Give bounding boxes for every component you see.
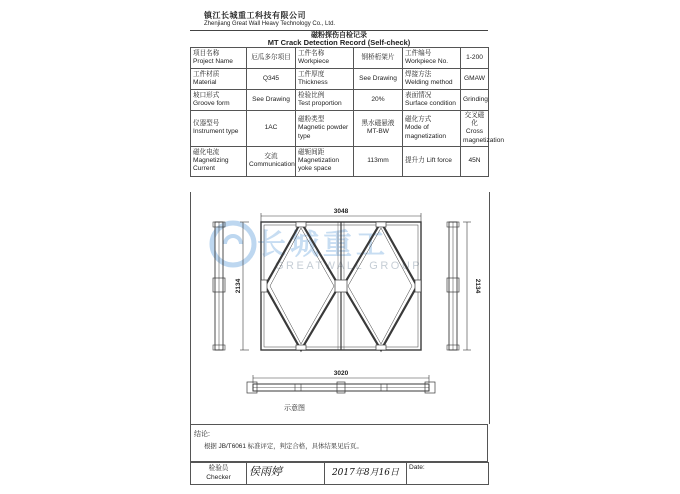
side-view-left: [213, 222, 225, 350]
date-written: 2017年8月16日: [331, 467, 400, 478]
conclusion-text: 根据 JB/T6061 标准评定，判定合格，具体结果见后页。: [204, 443, 363, 450]
field-label: 磁化电流: [193, 149, 220, 156]
field-label: Test proportion: [298, 100, 342, 107]
info-label-cell: [191, 69, 247, 90]
plan-view: [247, 382, 435, 393]
info-value-cell: [354, 146, 403, 176]
date-label-cell: [407, 463, 489, 485]
field-value: See Drawing: [252, 95, 290, 103]
company-name-cn: 镇江长城重工科技有限公司: [204, 11, 306, 20]
info-value-cell: [354, 111, 403, 147]
conclusion-box: [190, 424, 488, 462]
field-value: 113mm: [367, 157, 389, 165]
field-value: 20%: [371, 95, 385, 103]
date-label: Date:: [409, 464, 425, 471]
field-value: GMAW: [464, 74, 485, 82]
info-label-cell: [403, 111, 461, 147]
field-value: 1-200: [466, 53, 483, 61]
drawing-caption: 示意图: [284, 405, 305, 412]
company-header: [204, 11, 335, 29]
info-value-cell: [354, 69, 403, 90]
field-label: Thickness: [298, 79, 328, 86]
side-view-right: [447, 222, 459, 350]
info-value-cell: [247, 48, 296, 69]
info-value-cell: [461, 90, 489, 111]
info-table-row: [191, 146, 489, 176]
field-label: Magnetic powder type: [298, 124, 349, 140]
field-label: 焊接方法: [405, 70, 432, 78]
field-value: 1AC: [264, 124, 278, 132]
dimension-right: [463, 222, 471, 350]
field-value: Grinding: [463, 95, 488, 103]
info-label-cell: [191, 146, 247, 176]
field-value: Cross magnetization: [463, 128, 505, 144]
signature-cell: [247, 463, 325, 485]
info-label-cell: [191, 48, 247, 69]
dimension-top-label: 3048: [333, 208, 349, 215]
field-label: 工件厚度: [298, 70, 325, 78]
info-value-cell: [354, 90, 403, 111]
field-value: 厄瓜多尔项目: [251, 53, 291, 61]
checker-label-en: Checker: [206, 473, 231, 481]
field-label: 项目名称: [193, 49, 220, 57]
field-label: Surface condition: [405, 100, 456, 107]
field-value: Q345: [262, 74, 280, 82]
info-label-cell: [296, 90, 354, 111]
inspection-record-sheet: [183, 0, 505, 494]
field-label: Magnetizing Current: [193, 157, 229, 173]
schematic-drawing-area: [190, 192, 490, 424]
field-value: 钢桥桁架片: [361, 53, 395, 61]
info-table-row: [191, 90, 489, 111]
field-value: 交流: [264, 153, 278, 161]
info-label-cell: [191, 90, 247, 111]
field-label: Material: [193, 79, 217, 86]
field-label: Workpiece: [298, 58, 330, 65]
info-label-cell: [403, 146, 461, 176]
field-label: Welding method: [405, 79, 453, 86]
watermark-en: GREATWALL GROUP: [275, 260, 423, 272]
info-label-cell: [296, 111, 354, 147]
dimension-right-label: 2134: [474, 278, 481, 294]
info-value-cell: [461, 111, 505, 147]
info-label-cell: [403, 69, 461, 90]
checker-label-cell: [191, 463, 247, 485]
field-value: Communication: [249, 161, 295, 169]
field-label: Magnetization yoke space: [298, 157, 340, 173]
info-label-cell: [403, 48, 461, 69]
dimension-bottom-label: 3020: [333, 370, 349, 377]
field-label: Mode of magnetization: [405, 124, 447, 140]
field-value: See Drawing: [359, 74, 397, 82]
info-value-cell: [354, 48, 403, 69]
info-label-cell: [296, 69, 354, 90]
field-label: 仪器型号: [193, 120, 220, 128]
field-label: 提升力 Lift force: [405, 157, 452, 165]
field-label: 工件材质: [193, 70, 220, 78]
checker-signature: 侯雨婷: [249, 465, 282, 479]
truss-schematic: [191, 192, 489, 424]
dimension-left-label: 2134: [235, 278, 242, 294]
record-title-en: MT Crack Detection Record (Self-check): [267, 38, 411, 47]
info-value-cell: [247, 90, 296, 111]
field-label: 工件编号: [405, 49, 432, 57]
watermark-cn: 长城重工: [257, 227, 390, 261]
info-value-cell: [247, 69, 296, 90]
info-value-cell: [461, 69, 489, 90]
signoff-table: [190, 462, 489, 485]
info-table-row: [191, 48, 489, 69]
field-label: 坡口形式: [193, 91, 220, 99]
field-value: 黑水磁悬液: [361, 120, 395, 128]
info-label-cell: [296, 146, 354, 176]
field-label: 磁轭间距: [298, 149, 325, 156]
info-label-cell: [191, 111, 247, 147]
date-written-cell: [325, 463, 407, 485]
field-label: 检验比例: [298, 91, 325, 99]
info-value-cell: [247, 146, 296, 176]
record-title-cn: 磁粉探伤自检记录: [311, 32, 367, 39]
info-table-row: [191, 111, 489, 147]
field-label: Workpiece No.: [405, 58, 449, 65]
info-label-cell: [296, 48, 354, 69]
checker-label-cn: 检验员: [208, 465, 229, 473]
field-value: MT-BW: [367, 128, 389, 136]
info-value-cell: [461, 48, 489, 69]
field-label: 表面情况: [405, 91, 432, 99]
info-value-cell: [461, 146, 489, 176]
field-value: 交叉磁化: [464, 112, 485, 128]
conclusion-label: 结论:: [194, 431, 210, 438]
info-value-cell: [247, 111, 296, 147]
field-label: 磁粉类型: [298, 116, 325, 124]
field-value: 45N: [468, 157, 481, 165]
info-table-row: [191, 69, 489, 90]
field-label: Instrument type: [193, 128, 239, 136]
field-label: Groove form: [193, 100, 230, 107]
info-label-cell: [403, 90, 461, 111]
field-label: Project Name: [193, 58, 233, 65]
info-table: [190, 47, 505, 177]
field-label: 磁化方式: [405, 116, 432, 124]
company-name-en: Zhenjiang Great Wall Heavy Technology Co., Ltd.: [204, 21, 336, 27]
field-label: 工件名称: [298, 49, 325, 57]
